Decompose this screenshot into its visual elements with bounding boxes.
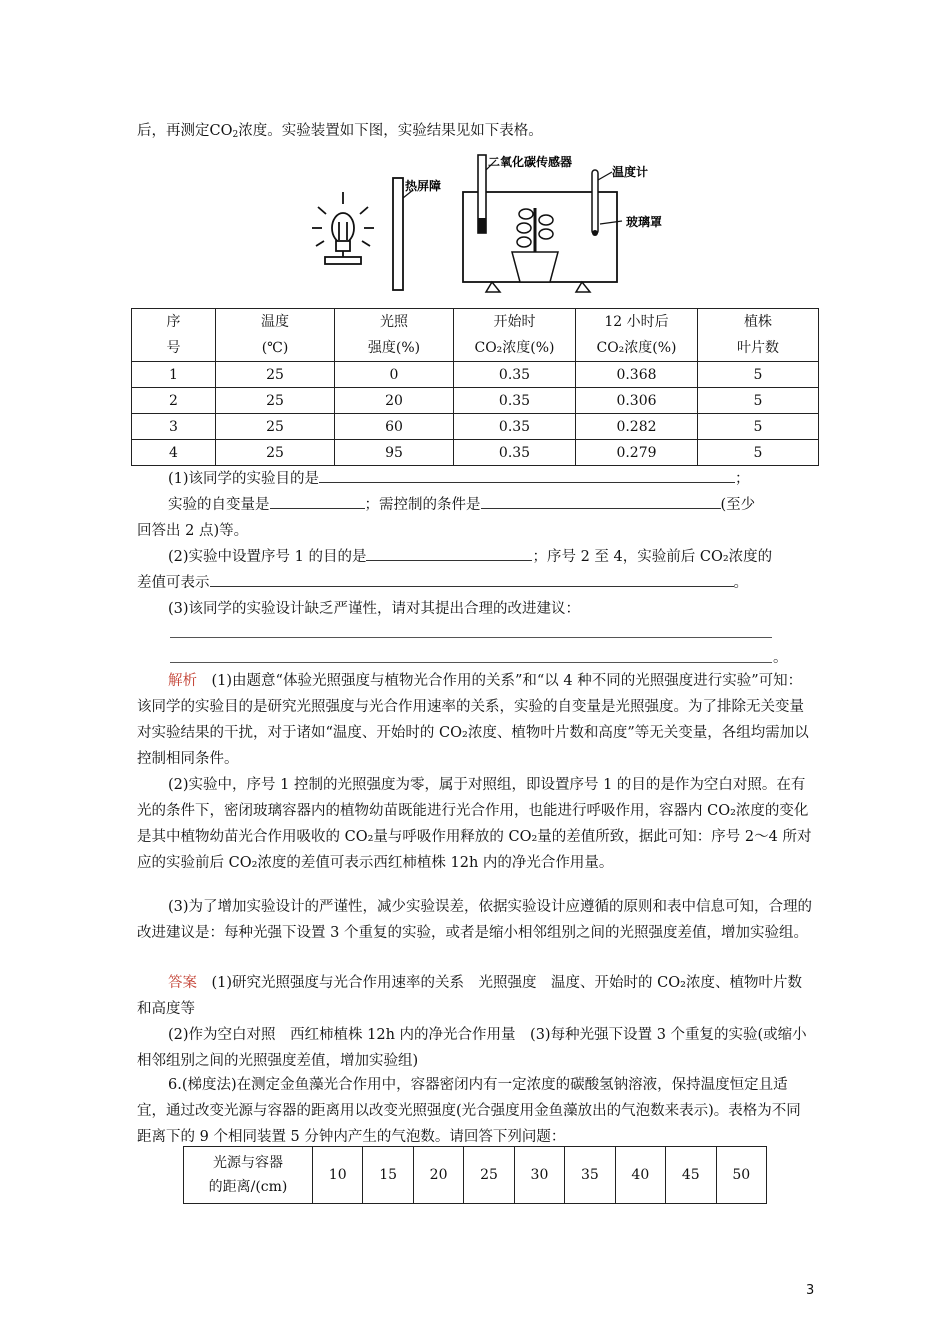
analysis-p1: 解析 (1)由题意“体验光照强度与植物光合作用的关系”和“以 4 种不同的光照强度进行实验”可知：该同学的实验目的是研究光照强度与光合作用速率的关系，实验的自变量是光照强度。为了排除无关变量对实验结果的干扰，对于诸如“温度、开始时的 CO₂浓度、植物叶片数和高度”等无关变量，各组均需加以控制相同条件。 — [137, 673, 809, 767]
distance-cell: 45 — [666, 1147, 716, 1204]
intro-line: 后，再测定$CO_2$浓度。实验装置如下图，实验结果见如下表格。 — [137, 123, 543, 140]
table-row — [184, 1147, 767, 1204]
question-3: (3)该同学的实验设计缺乏严谨性，请对其提出合理的改进建议： — [168, 601, 581, 617]
analysis-p3: (3)为了增加实验设计的严谨性，减少实验误差，依据实验设计应遵循的原则和表中信息可知，合理的改进建议是：每种光强下设置 3 个重复的实验，或者是缩小相邻组别之间的光照强度差值，增加实验组。 — [137, 899, 813, 941]
distance-cell: 10 — [313, 1147, 363, 1204]
answer-label: 答案 — [168, 975, 197, 991]
results-table — [131, 308, 819, 466]
distance-cell: 20 — [413, 1147, 463, 1204]
answer-p1: 答案 (1)研究光照强度与光合作用速率的关系 光照强度 温度、开始时的 CO₂浓度、植物叶片数和高度等 — [137, 975, 802, 1017]
question-2a: (2)实验中设置序号 1 的目的是 ；序号 2 至 4，实验前后 CO₂浓度的 — [137, 544, 815, 570]
analysis-label: 解析 — [168, 673, 197, 689]
page-number: 3 — [806, 1283, 815, 1298]
co2-sensor — [478, 155, 486, 233]
distance-cell: 30 — [514, 1147, 564, 1204]
header-cell: 温度 (℃) — [216, 309, 335, 362]
question-6: 6.(梯度法)在测定金鱼藻光合作用中，容器密闭内有一定浓度的碳酸氢钠溶液，保持温度恒定且适宜，通过改变光源与容器的距离用以改变光照强度(光合强度用金鱼藻放出的气泡数来表示)。表格为不同距离下的 9 个相同装置 5 分钟内产生的气泡数。请回答下列问题： — [137, 1077, 801, 1145]
answer-blank[interactable] — [270, 494, 365, 509]
distance-cell: 25 — [464, 1147, 514, 1204]
question-1b: 实验的自变量是 ；需控制的条件是 (至少 — [137, 492, 815, 518]
answer-p2: (2)作为空白对照 西红柿植株 12h 内的净光合作用量 (3)每种光强下设置 3 个重复的实验(或缩小相邻组别之间的光照强度差值，增加实验组) — [137, 1027, 807, 1069]
table-row: 1 25 0 0.35 0.368 5 — [132, 362, 819, 388]
header-cell: 开始时 CO₂浓度(%) — [454, 309, 576, 362]
table-header-row — [132, 309, 819, 362]
right-foot — [576, 282, 590, 292]
answer-blank[interactable] — [319, 468, 735, 483]
lamp-icon — [312, 192, 374, 264]
label-heat-shield: 热屏障 — [405, 179, 442, 193]
distance-table — [183, 1146, 767, 1204]
table-row: 2 25 20 0.35 0.306 5 — [132, 388, 819, 414]
experiment-diagram — [0, 0, 950, 300]
answer-blank[interactable] — [210, 572, 734, 587]
answer-blank[interactable] — [481, 494, 721, 509]
question-1c: 回答出 2 点)等。 — [137, 523, 249, 539]
distance-cell: 40 — [615, 1147, 665, 1204]
heat-shield — [393, 178, 403, 290]
header-cell: 植株 叶片数 — [698, 309, 819, 362]
answer-line-1[interactable] — [170, 637, 772, 638]
header-cell: 序 号 — [132, 309, 216, 362]
header-cell: 光源与容器 的距离/(cm) — [184, 1147, 313, 1204]
question-1a: (1)该同学的实验目的是 ； — [137, 466, 815, 492]
question-2b: 差值可表示 。 — [137, 570, 815, 596]
distance-cell: 15 — [363, 1147, 413, 1204]
question-3-end: 。 — [773, 650, 788, 666]
distance-cell: 35 — [565, 1147, 615, 1204]
answer-line-2[interactable] — [170, 662, 772, 663]
table-row: 4 25 95 0.35 0.279 5 — [132, 440, 819, 466]
label-thermometer: 温度计 — [612, 165, 649, 179]
left-foot — [486, 282, 500, 292]
label-co2-sensor: 二氧化碳传感器 — [488, 155, 573, 169]
header-cell: 光照 强度(%) — [335, 309, 454, 362]
table-row: 3 25 60 0.35 0.282 5 — [132, 414, 819, 440]
distance-cell: 50 — [716, 1147, 767, 1204]
thermometer — [592, 170, 598, 236]
answer-blank[interactable] — [366, 546, 532, 561]
analysis-p2: (2)实验中，序号 1 控制的光照强度为零，属于对照组，即设置序号 1 的目的是作为空白对照。在有光的条件下，密闭玻璃容器内的植物幼苗既能进行光合作用，也能进行呼吸作用，容器内 CO₂浓度的变化是其中植物幼苗光合作用吸收的 CO₂量与呼吸作用释放的 CO₂量的差值所致，据此可知：序号 2～4 所对应的实验前后 CO₂浓度的差值可表示西红柿植株 12h 内的净光合作用量。 — [137, 777, 812, 871]
label-glass-cover: 玻璃罩 — [626, 215, 663, 229]
header-cell: 12 小时后 CO₂浓度(%) — [576, 309, 698, 362]
